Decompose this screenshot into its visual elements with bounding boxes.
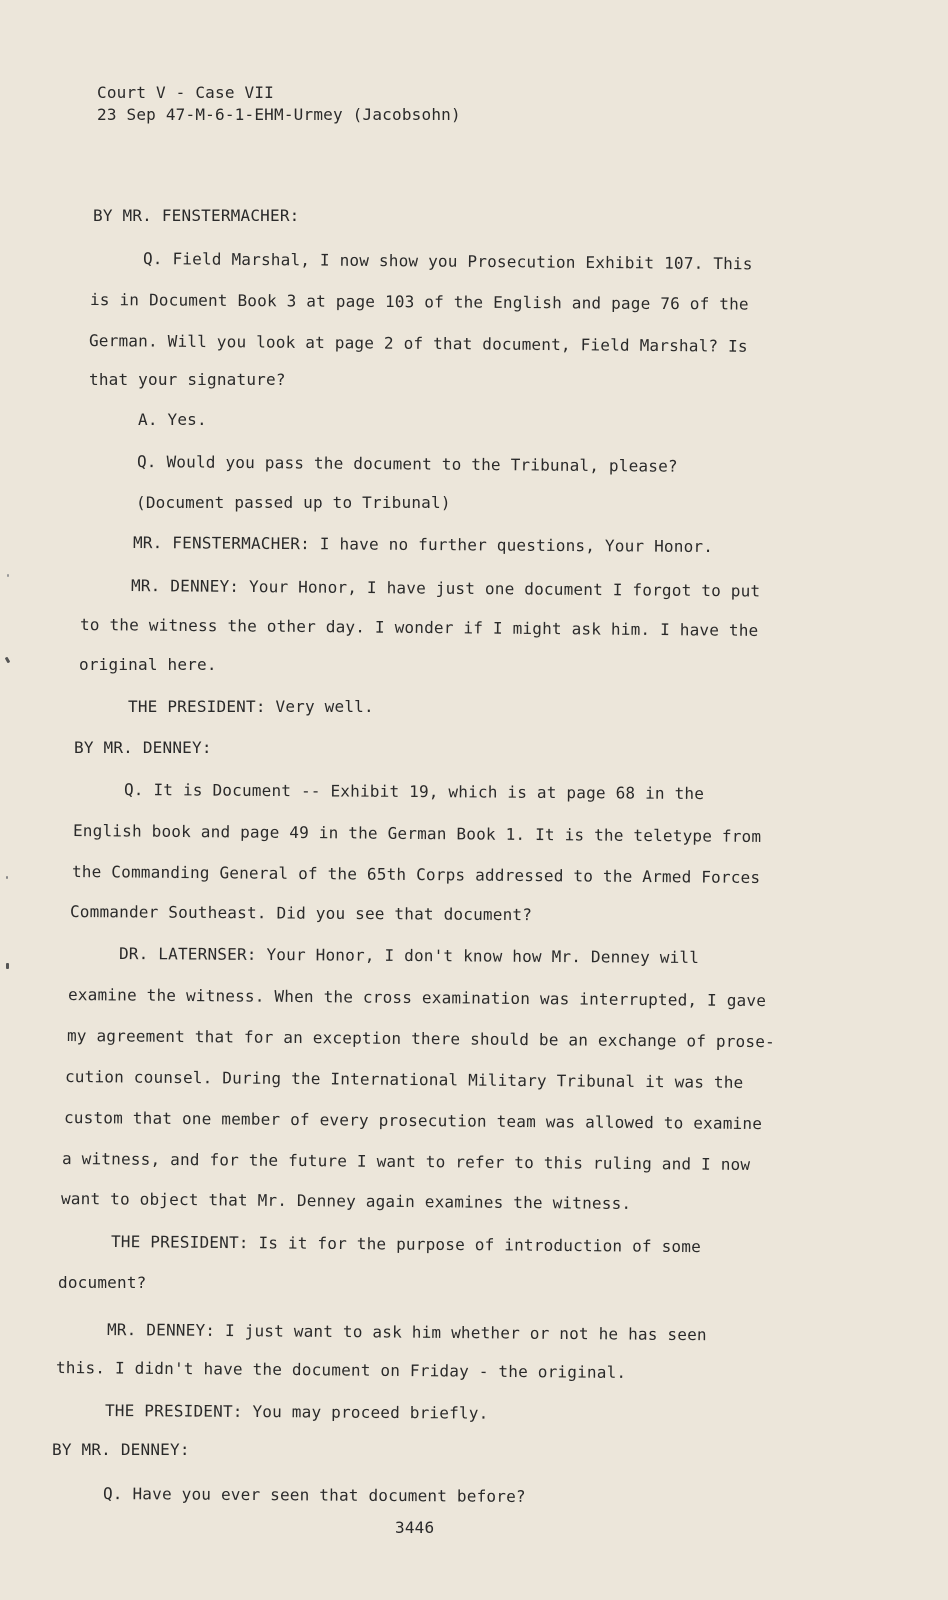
margin-mark xyxy=(6,963,9,969)
transcript-line: German. Will you look at page 2 of that document, Field Marshal? Is xyxy=(88,331,748,356)
transcript-line: Q. Have you ever seen that document before? xyxy=(102,1484,526,1506)
transcript-line: to the witness the other day. I wonder if I might ask him. I have the xyxy=(79,615,759,640)
transcript-line: THE PRESIDENT: You may proceed briefly. xyxy=(104,1401,489,1423)
transcript-line: a witness, and for the future I want to refer to this ruling and I now xyxy=(61,1149,751,1175)
transcript-line: MR. DENNEY: I just want to ask him whether or not he has seen xyxy=(106,1320,707,1345)
transcript-line: document? xyxy=(58,1273,147,1292)
margin-mark xyxy=(5,657,11,664)
transcript-line: cution counsel. During the International Military Tribunal it was the xyxy=(64,1067,744,1092)
transcript-line: is in Document Book 3 at page 103 of the English and page 76 of the xyxy=(89,290,749,314)
page-number: 3446 xyxy=(395,1518,435,1537)
transcript-line: want to object that Mr. Denney again examines the witness. xyxy=(60,1189,632,1213)
transcript-line: DR. LATERNSER: Your Honor, I don't know how Mr. Denney will xyxy=(118,944,700,968)
transcript-line: Q. Would you pass the document to the Tribunal, please? xyxy=(136,452,678,476)
speaker-heading: BY MR. DENNEY: xyxy=(52,1440,190,1459)
transcript-line: original here. xyxy=(79,655,217,674)
transcript-line: Q. It is Document -- Exhibit 19, which is at page 68 in the xyxy=(123,780,705,804)
transcript-line: THE PRESIDENT: Is it for the purpose of introduction of some xyxy=(110,1232,702,1257)
header-court-case: Court V - Case VII xyxy=(97,83,274,102)
transcript-line: Q. Field Marshal, I now show you Prosecution Exhibit 107. This xyxy=(142,249,753,274)
transcript-line: A. Yes. xyxy=(138,410,207,429)
transcript-line: custom that one member of every prosecution team was allowed to examine xyxy=(63,1108,763,1134)
transcript-line: the Commanding General of the 65th Corps addressed to the Armed Forces xyxy=(71,862,761,888)
header-date-reporter: 23 Sep 47-M-6-1-EHM-Urmey (Jacobsohn) xyxy=(97,105,461,124)
transcript-line: THE PRESIDENT: Very well. xyxy=(128,697,374,716)
transcript-line: English book and page 49 in the German Book 1. It is the teletype from xyxy=(72,821,762,847)
transcript-line: that your signature? xyxy=(89,370,286,389)
transcript-line: (Document passed up to Tribunal) xyxy=(136,493,451,512)
transcript-line: my agreement that for an exception there should be an exchange of prose- xyxy=(66,1026,776,1052)
transcript-line: MR. DENNEY: Your Honor, I have just one document I forgot to put xyxy=(130,576,761,601)
speaker-heading: BY MR. FENSTERMACHER: xyxy=(93,206,300,225)
margin-mark xyxy=(6,876,8,879)
margin-mark xyxy=(7,574,9,577)
transcript-line: examine the witness. When the cross examination was interrupted, I gave xyxy=(67,985,767,1011)
transcript-line: Commander Southeast. Did you see that document? xyxy=(69,902,533,925)
speaker-heading: BY MR. DENNEY: xyxy=(74,738,212,757)
transcript-line: MR. FENSTERMACHER: I have no further questions, Your Honor. xyxy=(132,533,714,557)
transcript-line: this. I didn't have the document on Friday - the original. xyxy=(55,1358,627,1382)
